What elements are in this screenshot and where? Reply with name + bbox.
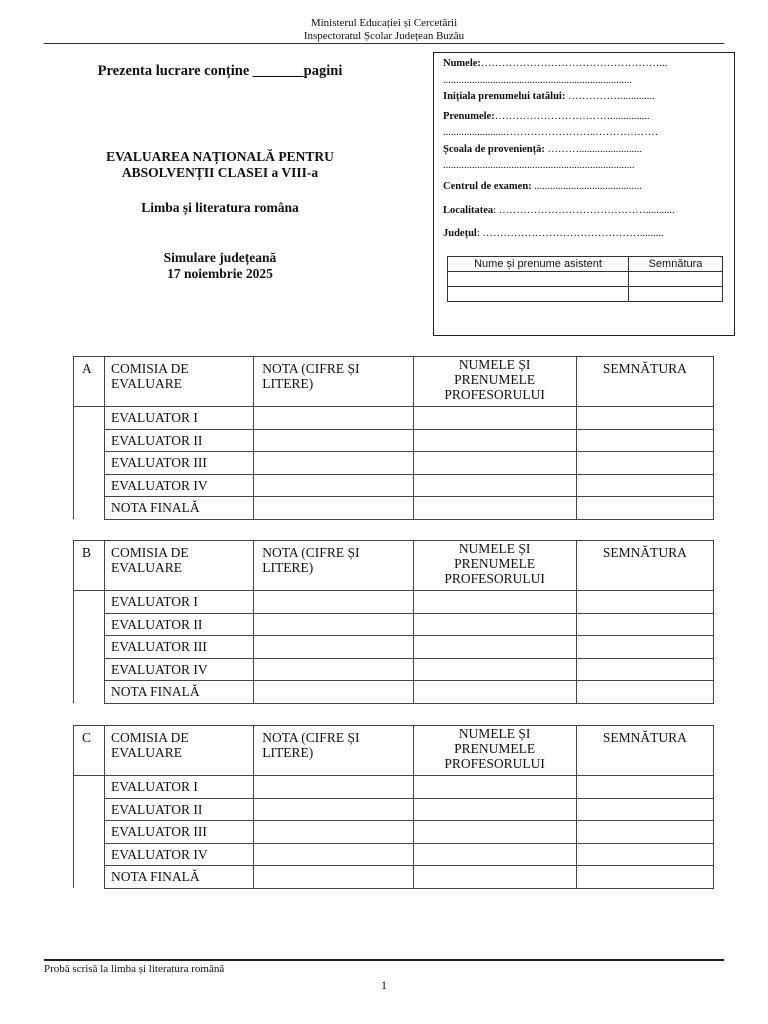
evaluator-label: EVALUATOR I (105, 407, 254, 430)
table-letter: B (74, 541, 105, 591)
simulation-info (60, 250, 380, 282)
simulation-type: Simulare județeană (163, 250, 277, 265)
signature-cell[interactable] (576, 474, 713, 497)
evaluator-label: EVALUATOR IV (105, 843, 254, 866)
teacher-name-header: NUMELE ȘI PRENUMELE PROFESORULUI (413, 541, 576, 591)
field-prenumele-continuation[interactable]: ........................……………………..……………… (443, 127, 659, 138)
signature-cell[interactable] (576, 658, 713, 681)
evaluator-label: EVALUATOR II (105, 613, 254, 636)
field-judetul[interactable]: Județul: ………………………………………......... (443, 228, 664, 239)
simulation-date: 17 noiembrie 2025 (167, 266, 273, 281)
teacher-name-cell[interactable] (413, 429, 576, 452)
evaluator-label: EVALUATOR IV (105, 658, 254, 681)
assistant-signature-cell[interactable] (629, 272, 723, 287)
inspectorate-name: Inspectoratul Școlar Județean Buzău (303, 30, 465, 42)
assistant-name-cell[interactable] (448, 287, 629, 302)
table-letter: C (74, 726, 105, 776)
assistant-signature-header: Semnătura (629, 257, 723, 272)
page-number: 1 (381, 978, 387, 992)
grade-cell[interactable] (254, 821, 413, 844)
signature-cell[interactable] (576, 776, 713, 799)
teacher-name-cell[interactable] (413, 821, 576, 844)
field-numele[interactable]: Numele:……………………………………………... (443, 58, 668, 69)
assistant-table (447, 256, 723, 302)
grade-cell[interactable] (254, 866, 413, 889)
teacher-name-cell[interactable] (413, 613, 576, 636)
field-numele-continuation[interactable]: ........................................................................ (443, 75, 632, 86)
assistant-signature-cell[interactable] (629, 287, 723, 302)
exam-subject: Limba și literatura româna (141, 200, 299, 215)
teacher-name-cell[interactable] (413, 407, 576, 430)
signature-header: SEMNĂTURA (576, 541, 713, 591)
signature-cell[interactable] (576, 452, 713, 475)
signature-cell[interactable] (576, 866, 713, 889)
grade-cell[interactable] (254, 658, 413, 681)
signature-cell[interactable] (576, 613, 713, 636)
teacher-name-cell[interactable] (413, 798, 576, 821)
assistant-name-header: Nume și prenume asistent (448, 257, 629, 272)
teacher-name-cell[interactable] (413, 866, 576, 889)
signature-header: SEMNĂTURA (576, 357, 713, 407)
ministry-name: Ministerul Educației și Cercetării (310, 17, 458, 29)
teacher-name-cell[interactable] (413, 591, 576, 614)
teacher-name-header: NUMELE ȘI PRENUMELE PROFESORULUI (413, 357, 576, 407)
signature-cell[interactable] (576, 636, 713, 659)
signature-cell[interactable] (576, 681, 713, 704)
commission-header: COMISIA DE EVALUARE (105, 357, 254, 407)
grade-cell[interactable] (254, 776, 413, 799)
footer-divider (44, 959, 724, 961)
field-localitatea[interactable]: Localitatea: ……………………………………........... (443, 205, 675, 216)
teacher-name-cell[interactable] (413, 452, 576, 475)
header-divider (44, 43, 724, 44)
commission-header: COMISIA DE EVALUARE (105, 541, 254, 591)
field-centrul[interactable]: Centrul de examen: ......................................... (443, 181, 642, 192)
signature-cell[interactable] (576, 497, 713, 520)
exam-title-line1: EVALUAREA NAȚIONALĂ PENTRU (106, 149, 334, 164)
signature-cell[interactable] (576, 798, 713, 821)
pages-count-line: Prezenta lucrare conține _______pagini (97, 63, 343, 79)
teacher-name-cell[interactable] (413, 474, 576, 497)
teacher-name-cell[interactable] (413, 497, 576, 520)
final-grade-label: NOTA FINALĂ (105, 866, 254, 889)
table-letter: A (74, 357, 105, 407)
evaluator-label: EVALUATOR III (105, 821, 254, 844)
evaluator-label: EVALUATOR II (105, 429, 254, 452)
teacher-name-cell[interactable] (413, 776, 576, 799)
grade-cell[interactable] (254, 843, 413, 866)
evaluator-label: EVALUATOR III (105, 452, 254, 475)
signature-cell[interactable] (576, 429, 713, 452)
evaluator-label: EVALUATOR IV (105, 474, 254, 497)
teacher-name-cell[interactable] (413, 681, 576, 704)
grade-cell[interactable] (254, 636, 413, 659)
teacher-name-cell[interactable] (413, 636, 576, 659)
exam-title (60, 149, 380, 181)
teacher-name-cell[interactable] (413, 658, 576, 681)
grade-header: NOTA (CIFRE ȘI LITERE) (254, 726, 413, 776)
signature-cell[interactable] (576, 591, 713, 614)
signature-header: SEMNĂTURA (576, 726, 713, 776)
evaluator-label: EVALUATOR III (105, 636, 254, 659)
signature-cell[interactable] (576, 843, 713, 866)
grade-cell[interactable] (254, 474, 413, 497)
evaluator-label: EVALUATOR II (105, 798, 254, 821)
grading-table-c (73, 725, 714, 889)
teacher-name-cell[interactable] (413, 843, 576, 866)
signature-cell[interactable] (576, 821, 713, 844)
grading-table-b (73, 540, 714, 704)
teacher-name-header: NUMELE ȘI PRENUMELE PROFESORULUI (413, 726, 576, 776)
grade-cell[interactable] (254, 798, 413, 821)
grade-cell[interactable] (254, 407, 413, 430)
commission-header: COMISIA DE EVALUARE (105, 726, 254, 776)
field-initiala[interactable]: Inițiala prenumelui tatălui: ……………............. (443, 91, 655, 102)
grade-cell[interactable] (254, 429, 413, 452)
grade-header: NOTA (CIFRE ȘI LITERE) (254, 357, 413, 407)
assistant-name-cell[interactable] (448, 272, 629, 287)
grade-header: NOTA (CIFRE ȘI LITERE) (254, 541, 413, 591)
signature-cell[interactable] (576, 407, 713, 430)
evaluator-label: EVALUATOR I (105, 591, 254, 614)
grade-cell[interactable] (254, 591, 413, 614)
field-prenumele[interactable]: Prenumele:……………………………............... (443, 111, 650, 122)
grade-cell[interactable] (254, 613, 413, 636)
footer-text: Probă scrisă la limba și literatura română (44, 963, 225, 975)
final-grade-label: NOTA FINALĂ (105, 497, 254, 520)
grading-table-a (73, 356, 714, 520)
field-scoala-continuation[interactable]: ......................................................................... (443, 160, 635, 171)
grade-cell[interactable] (254, 681, 413, 704)
final-grade-label: NOTA FINALĂ (105, 681, 254, 704)
field-scoala[interactable]: Școala de proveniență: ………........................ (443, 144, 643, 155)
evaluator-label: EVALUATOR I (105, 776, 254, 799)
exam-title-line2: ABSOLVENȚII CLASEI a VIII-a (121, 165, 319, 180)
grade-cell[interactable] (254, 452, 413, 475)
grade-cell[interactable] (254, 497, 413, 520)
